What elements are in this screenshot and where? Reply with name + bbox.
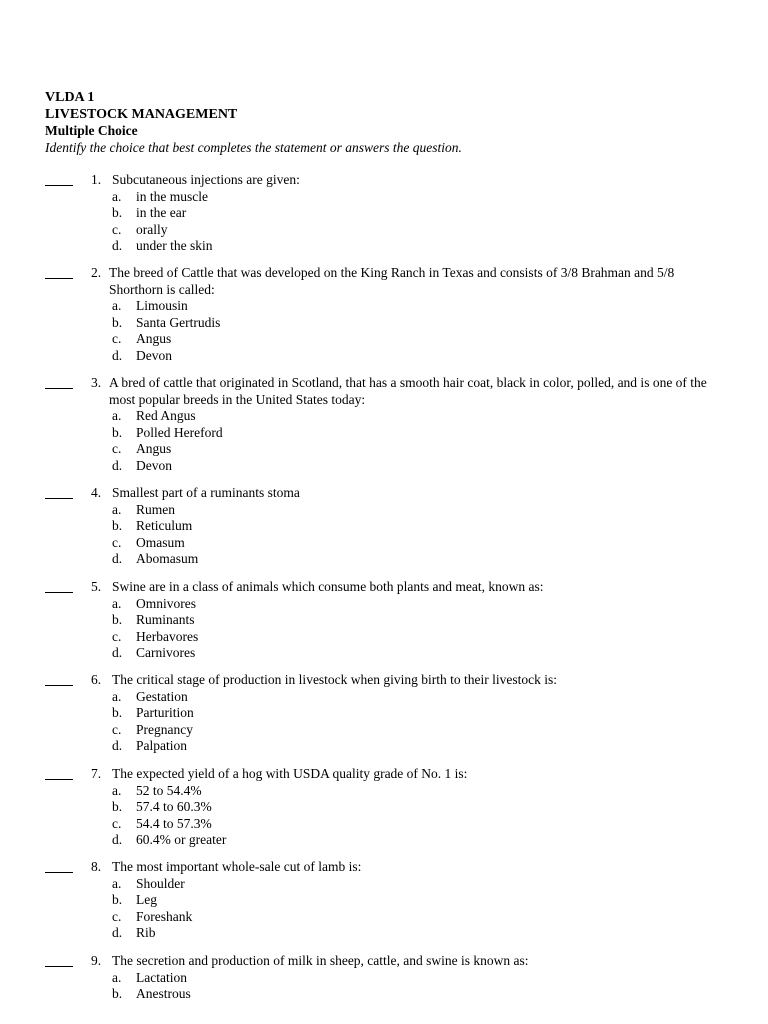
answer-option xyxy=(112,722,712,739)
question-text: The secretion and production of milk in sheep, cattle, and swine is known as: xyxy=(112,953,529,968)
option-list xyxy=(112,876,712,942)
option-letter: c. xyxy=(112,908,122,924)
question-item xyxy=(109,375,712,474)
option-text: Polled Hereford xyxy=(136,424,223,440)
instructions: Identify the choice that best completes the statement or answers the question. xyxy=(45,139,462,155)
answer-option xyxy=(112,458,712,475)
option-letter: a. xyxy=(112,298,122,313)
option-text: Herbavores xyxy=(136,628,199,644)
answer-option xyxy=(112,315,712,332)
answer-option xyxy=(112,612,712,629)
answer-option xyxy=(112,189,712,206)
option-letter: c. xyxy=(112,628,122,644)
option-letter: d. xyxy=(112,457,123,473)
option-letter: b. xyxy=(112,705,123,720)
option-list xyxy=(112,502,712,568)
option-text: Lactation xyxy=(136,969,187,985)
answer-blank[interactable] xyxy=(45,779,73,780)
answer-option xyxy=(112,909,712,926)
answer-option xyxy=(112,832,712,849)
option-list xyxy=(112,970,712,1003)
option-letter: b. xyxy=(112,799,123,814)
answer-option xyxy=(112,689,712,706)
answer-blank[interactable] xyxy=(45,185,73,186)
option-letter: a. xyxy=(112,595,122,611)
answer-option xyxy=(112,705,712,722)
option-text: 54.4 to 57.3% xyxy=(136,815,212,831)
answer-option xyxy=(112,298,712,315)
question-number: 7. xyxy=(91,766,102,781)
option-letter: b. xyxy=(112,612,123,627)
option-letter: d. xyxy=(112,347,123,363)
question-item xyxy=(112,172,712,255)
option-text: 52 to 54.4% xyxy=(136,782,202,798)
option-letter: d. xyxy=(112,238,123,253)
question-number: 5. xyxy=(91,579,102,594)
answer-blank[interactable] xyxy=(45,278,73,279)
option-text: in the muscle xyxy=(136,188,208,204)
question-text: The most important whole-sale cut of lamb is: xyxy=(112,859,362,874)
answer-option xyxy=(112,970,712,987)
question-text: Subcutaneous injections are given: xyxy=(112,172,300,187)
question-item xyxy=(112,672,712,755)
option-text: Shoulder xyxy=(136,875,185,891)
question-item xyxy=(112,953,712,1003)
answer-option xyxy=(112,876,712,893)
option-text: Leg xyxy=(136,892,157,907)
answer-blank[interactable] xyxy=(45,498,73,499)
document-header xyxy=(45,90,462,156)
option-letter: a. xyxy=(112,782,122,798)
option-text: 57.4 to 60.3% xyxy=(136,799,212,814)
question-item xyxy=(112,485,712,568)
option-letter: a. xyxy=(112,408,122,423)
answer-option xyxy=(112,408,712,425)
option-text: Foreshank xyxy=(136,908,193,924)
answer-option xyxy=(112,441,712,458)
option-letter: c. xyxy=(112,331,122,346)
option-list xyxy=(112,298,712,364)
option-letter: d. xyxy=(112,551,123,566)
option-text: Rib xyxy=(136,925,156,940)
option-letter: d. xyxy=(112,738,123,753)
option-text: Devon xyxy=(136,347,172,363)
answer-option xyxy=(112,238,712,255)
option-letter: a. xyxy=(112,969,122,985)
document-title: LIVESTOCK MANAGEMENT xyxy=(45,106,238,122)
option-letter: d. xyxy=(112,925,123,940)
option-text: under the skin xyxy=(136,238,213,253)
answer-option xyxy=(112,816,712,833)
option-text: Palpation xyxy=(136,738,187,753)
option-list xyxy=(112,689,712,755)
answer-option xyxy=(112,738,712,755)
option-text: Pregnancy xyxy=(136,721,193,737)
option-letter: d. xyxy=(112,832,123,847)
question-number: 4. xyxy=(91,485,102,500)
answer-blank[interactable] xyxy=(45,872,73,873)
question-number: 9. xyxy=(91,953,102,968)
option-letter: b. xyxy=(112,314,123,330)
option-letter: b. xyxy=(112,424,123,440)
answer-blank[interactable] xyxy=(45,966,73,967)
question-text: The breed of Cattle that was developed on the King Ranch in Texas and consists of 3/8 Brahman and 5/8 Shorthorn is called: xyxy=(109,265,675,297)
answer-option xyxy=(112,986,712,1003)
option-list xyxy=(112,783,712,849)
question-item xyxy=(112,766,712,849)
question-text: Swine are in a class of animals which consume both plants and meat, known as: xyxy=(112,579,544,594)
answer-option xyxy=(112,799,712,816)
option-text: Reticulum xyxy=(136,518,193,533)
option-text: Gestation xyxy=(136,688,188,704)
option-letter: b. xyxy=(112,518,123,533)
answer-option xyxy=(112,331,712,348)
option-text: Angus xyxy=(136,331,172,346)
option-letter: a. xyxy=(112,875,122,891)
question-item xyxy=(112,859,712,942)
option-text: Angus xyxy=(136,441,172,456)
option-letter: c. xyxy=(112,721,122,737)
option-text: Abomasum xyxy=(136,551,199,566)
question-item xyxy=(109,265,712,364)
option-text: in the ear xyxy=(136,205,187,220)
answer-option xyxy=(112,596,712,613)
option-letter: b. xyxy=(112,892,123,907)
option-letter: d. xyxy=(112,645,123,660)
option-text: Anestrous xyxy=(136,986,191,1001)
option-letter: a. xyxy=(112,688,122,704)
option-list xyxy=(112,408,712,474)
option-letter: a. xyxy=(112,501,122,517)
option-letter: c. xyxy=(112,815,122,831)
answer-option xyxy=(112,629,712,646)
answer-blank[interactable] xyxy=(45,592,73,593)
option-text: Devon xyxy=(136,457,172,473)
answer-option xyxy=(112,518,712,535)
option-text: Limousin xyxy=(136,298,188,313)
answer-option xyxy=(112,502,712,519)
answer-option xyxy=(112,551,712,568)
answer-blank[interactable] xyxy=(45,388,73,389)
option-list xyxy=(112,189,712,255)
option-text: Carnivores xyxy=(136,645,196,660)
option-text: Ruminants xyxy=(136,612,195,627)
option-text: Omasum xyxy=(136,534,185,550)
answer-option xyxy=(112,783,712,800)
option-letter: c. xyxy=(112,221,122,237)
question-number: 1. xyxy=(91,172,102,187)
option-letter: c. xyxy=(112,534,122,550)
answer-option xyxy=(112,222,712,239)
question-number: 6. xyxy=(91,672,102,687)
question-text: Smallest part of a ruminants stoma xyxy=(112,485,300,500)
course-code: VLDA 1 xyxy=(45,90,95,105)
option-text: Rumen xyxy=(136,501,175,517)
question-item xyxy=(112,579,712,662)
question-text: A bred of cattle that originated in Scotland, that has a smooth hair coat, black in color, polled, and is one of the most popular breeds in the United States today: xyxy=(109,375,707,407)
answer-option xyxy=(112,535,712,552)
answer-option xyxy=(112,205,712,222)
answer-option xyxy=(112,645,712,662)
option-text: Parturition xyxy=(136,705,194,720)
answer-option xyxy=(112,348,712,365)
option-text: 60.4% or greater xyxy=(136,832,227,847)
question-text: The expected yield of a hog with USDA quality grade of No. 1 is: xyxy=(112,766,468,781)
option-list xyxy=(112,596,712,662)
answer-option xyxy=(112,425,712,442)
question-text: The critical stage of production in livestock when giving birth to their livestock is: xyxy=(112,672,558,687)
answer-option xyxy=(112,925,712,942)
option-letter: b. xyxy=(112,986,123,1001)
question-number: 8. xyxy=(91,859,102,874)
option-text: Red Angus xyxy=(136,408,196,423)
option-letter: c. xyxy=(112,441,122,456)
question-number: 2. xyxy=(91,265,102,280)
option-text: orally xyxy=(136,221,168,237)
question-number: 3. xyxy=(91,375,102,390)
option-letter: b. xyxy=(112,205,123,220)
answer-option xyxy=(112,892,712,909)
option-text: Santa Gertrudis xyxy=(136,314,221,330)
section-title: Multiple Choice xyxy=(45,123,138,138)
answer-blank[interactable] xyxy=(45,685,73,686)
option-letter: a. xyxy=(112,188,122,204)
option-text: Omnivores xyxy=(136,595,196,611)
